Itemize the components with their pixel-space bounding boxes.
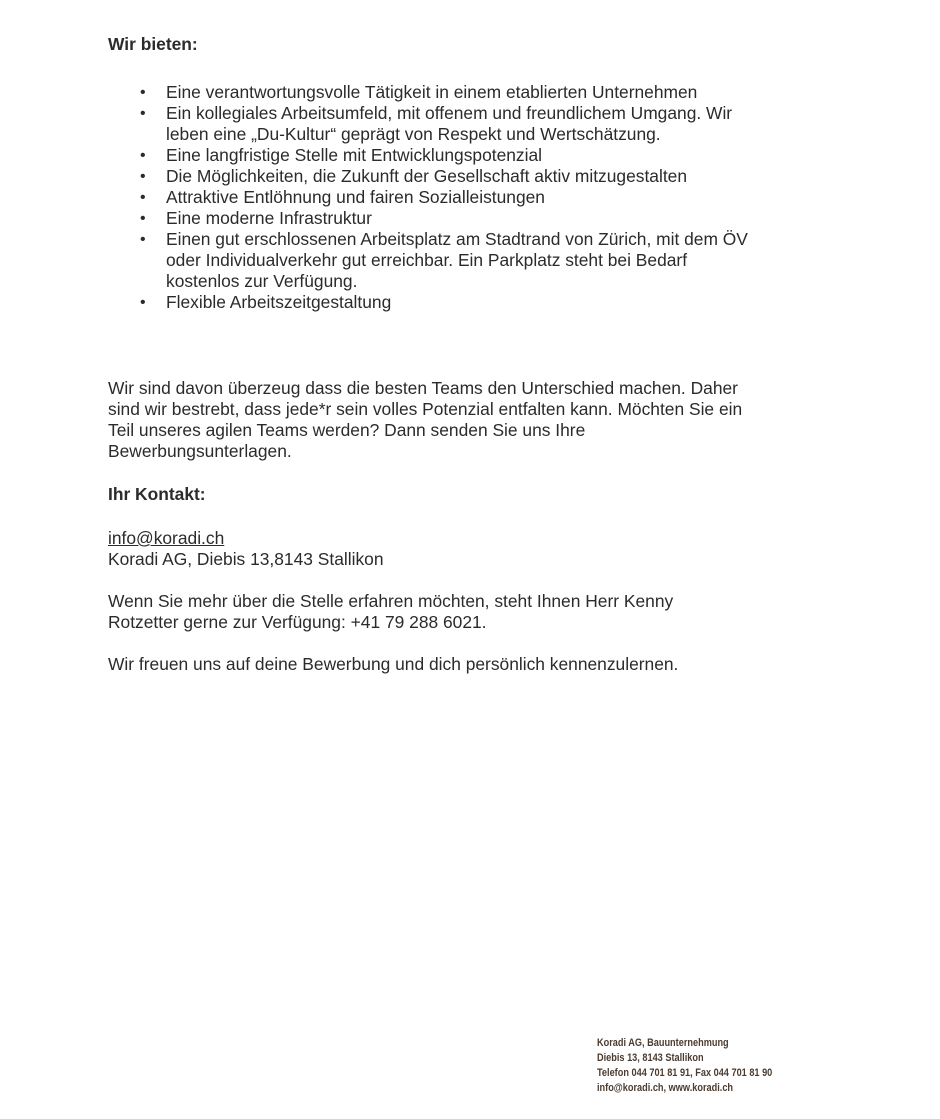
contact-email-link[interactable]: info@koradi.ch (108, 528, 225, 548)
footer-address: Diebis 13, 8143 Stallikon (597, 1052, 704, 1064)
offer-item: • Eine verantwortungsvolle Tätigkeit in einem etablierten Unternehmen (140, 82, 698, 102)
closing-sentence: Wir freuen uns auf deine Bewerbung und dich persönlich kennenzulernen. (108, 654, 679, 674)
offer-item: • Flexible Arbeitszeitgestaltung (140, 292, 392, 312)
footer-phone-fax: Telefon 044 701 81 91, Fax 044 701 81 90 (597, 1067, 773, 1079)
offer-item: • Einen gut erschlossenen Arbeitsplatz am Stadtrand von Zürich, mit dem ÖV oder Individualverkehr gut erreichbar. Ein Parkplatz steht bei Bedarf kostenlos zur Verfügung. (140, 229, 748, 291)
offer-item: • Die Möglichkeiten, die Zukunft der Gesellschaft aktiv mitzugestalten (140, 166, 687, 186)
bullet-icon: • (140, 294, 146, 311)
bullet-icon: • (140, 231, 146, 248)
contact-heading: Ihr Kontakt: (108, 484, 206, 504)
contact-address: Koradi AG, Diebis 13,8143 Stallikon (108, 549, 384, 569)
bullet-icon: • (140, 210, 146, 227)
offer-item: • Eine moderne Infrastruktur (140, 208, 372, 228)
offers-heading: Wir bieten: (108, 34, 198, 54)
info-paragraph: Wenn Sie mehr über die Stelle erfahren möchten, steht Ihnen Herr Kenny Rotzetter gerne zur Verfügung: +41 79 288 6021. (108, 591, 674, 632)
bullet-icon: • (140, 147, 146, 164)
footer-web: info@koradi.ch, www.koradi.ch (597, 1082, 734, 1094)
letterhead-footer (597, 1036, 772, 1096)
contact-block (108, 528, 848, 570)
bullet-icon: • (140, 84, 146, 101)
offer-item: • Ein kollegiales Arbeitsumfeld, mit offenem und freundlichem Umgang. Wir leben eine „Du-Kultur“ geprägt von Respekt und Wertschätzung. (140, 103, 733, 144)
offer-item: • Attraktive Entlöhnung und fairen Sozialleistungen (140, 187, 545, 207)
bullet-icon: • (140, 105, 146, 122)
main-content (108, 34, 848, 675)
intro-paragraph: Wir sind davon überzeug dass die besten Teams den Unterschied machen. Daher sind wir bestrebt, dass jede*r sein volles Potenzial entfalten kann. Möchten Sie ein Teil unseres agilen Teams werden? Dann senden Sie uns Ihre Bewerbungsunterlagen. (108, 378, 743, 461)
offers-list (108, 82, 848, 313)
bullet-icon: • (140, 189, 146, 206)
bullet-icon: • (140, 168, 146, 185)
offer-item: • Eine langfristige Stelle mit Entwicklungspotenzial (140, 145, 543, 165)
footer-company: Koradi AG, Bauunternehmung (597, 1037, 729, 1049)
